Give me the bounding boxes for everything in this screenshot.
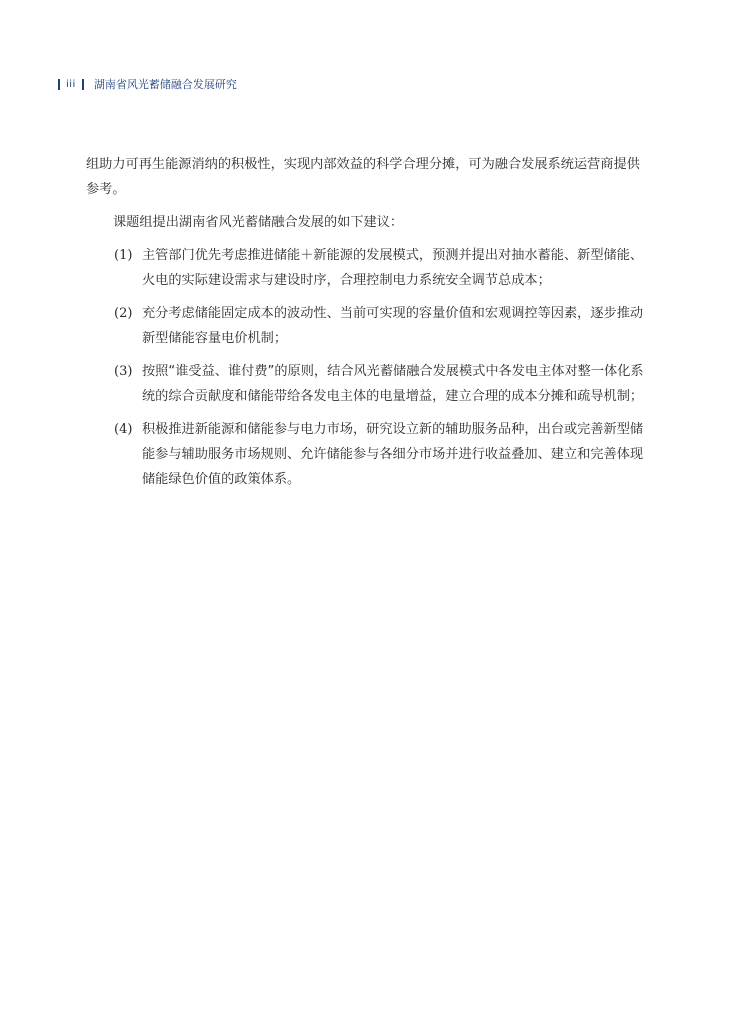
continuation-paragraph: 组助力可再生能源消纳的积极性，实现内部效益的科学合理分摊，可为融合发展系统运营商提供参考。 <box>86 157 640 197</box>
recommendation-item <box>86 417 646 492</box>
body-text <box>86 152 646 500</box>
item-text: 主管部门优先考虑推进储能＋新能源的发展模式，预测并提出对抽水蓄能、新型储能、火电的实际建设需求与建设时序，合理控制电力系统安全调节总成本； <box>142 248 644 288</box>
intro-paragraph: 课题组提出湖南省风光蓄储融合发展的如下建议： <box>113 215 404 230</box>
item-number: (1) <box>114 248 133 263</box>
item-text: 充分考虑储能固定成本的波动性、当前可实现的容量价值和宏观调控等因素，逐步推动新型储能容量电价机制； <box>142 306 644 346</box>
header-rule-left <box>58 79 60 90</box>
page-number: iii <box>66 78 76 90</box>
running-header <box>58 75 237 93</box>
running-title: 湖南省风光蓄储融合发展研究 <box>93 78 237 91</box>
item-number: (3) <box>114 364 133 379</box>
item-text: 积极推进新能源和储能参与电力市场，研究设立新的辅助服务品种，出台或完善新型储能参与辅助服务市场规则、允许储能参与各细分市场并进行收益叠加、建立和完善体现储能绿色价值的政策体系。 <box>142 422 644 487</box>
item-text: 按照“谁受益、谁付费”的原则，结合风光蓄储融合发展模式中各发电主体对整一体化系统的综合贡献度和储能带给各发电主体的电量增益，建立合理的成本分摊和疏导机制； <box>142 364 644 404</box>
recommendation-item <box>86 243 646 293</box>
recommendation-item <box>86 301 646 351</box>
item-number: (2) <box>114 306 133 321</box>
header-rule-right <box>82 79 84 90</box>
item-number: (4) <box>114 422 133 437</box>
recommendation-item <box>86 359 646 409</box>
